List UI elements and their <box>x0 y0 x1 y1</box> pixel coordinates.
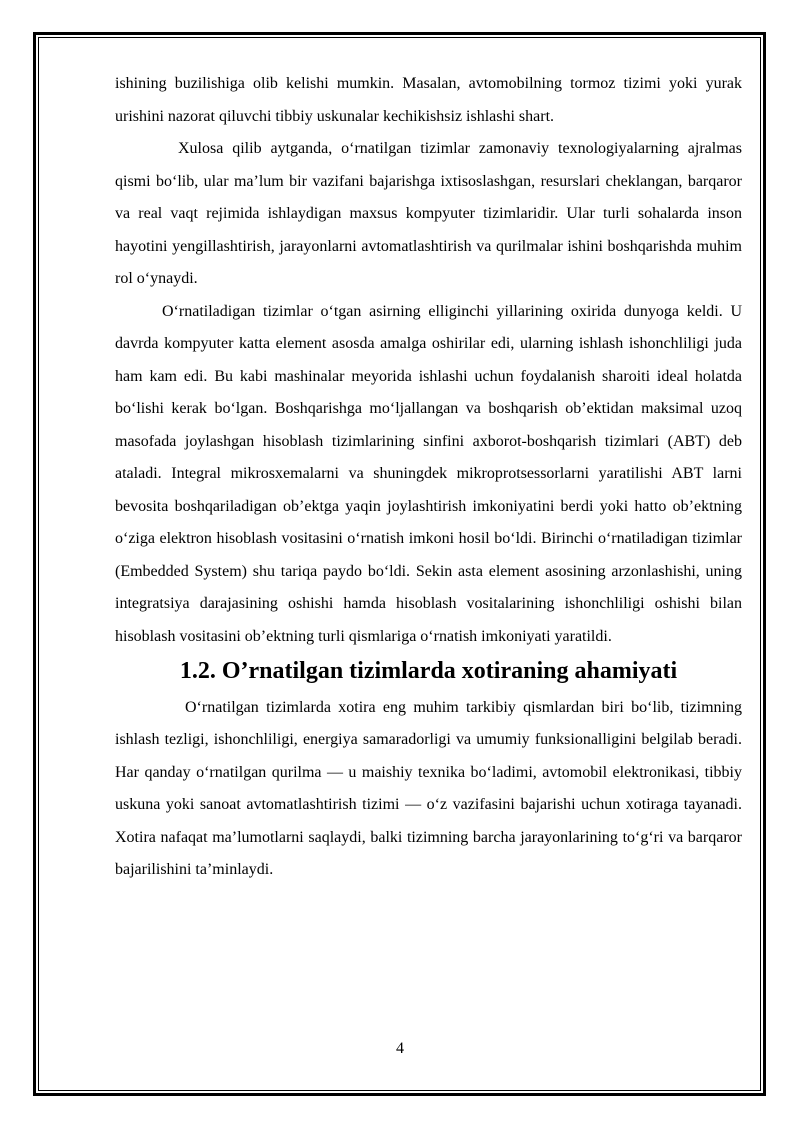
section-heading: 1.2. O’rnatilgan tizimlarda xotiraning ahamiyati <box>179 658 678 684</box>
paragraph-history: O‘rnatiladigan tizimlar o‘tgan asirning elliginchi yillarining oxirida dunyoga keldi. U davrda kompyuter katta element asosda amalga oshirilar edi, ularning ishlash ishonchliligi juda ham kam edi. Bu kabi mashinalar meyorida ishlashi uchun foydalanish sharoiti ideal holatda bo‘lishi kerak bo‘lgan. Boshqarishga mo‘ljallangan va boshqarish ob’ektidan maksimal uzoq masofada joylashgan hisoblash tizimlarining sinfini axborot-boshqarish tizimlari (ABT) deb ataladi. Integral mikrosxemalarni va shuningdek mikroprotsessorlarni yaratilishi ABT larni bevosita boshqariladigan ob’ektga yaqin joylashtirish imkoniyatini berdi yoki hatto ob’ektning o‘ziga elektron hisoblash vositasini o‘rnatish imkoni hosil bo‘ldi. Birinchi o‘rnatiladigan tizimlar (Embedded System) shu tariqa paydo bo‘ldi. Sekin asta element asosining arzonlashishi, uning integratsiya darajasining oshishi hamda hisoblash vositalarining ishonchliligi oshishi bilan hisoblash vositasini ob’ektning turli qismlariga o‘rnatish imkoniyati yaratildi. <box>115 302 742 645</box>
page-body <box>115 68 742 887</box>
page-number: 4 <box>396 1040 404 1057</box>
paragraph-continuation: ishining buzilishiga olib kelishi mumkin. Masalan, avtomobilning tormoz tizimi yoki yurak urishini nazorat qiluvchi tibbiy uskunalar kechikishsiz ishlashi shart. <box>115 75 742 125</box>
paragraph-memory-importance: O‘rnatilgan tizimlarda xotira eng muhim tarkibiy qismlardan biri bo‘lib, tizimning ishlash tezligi, ishonchliligi, energiya samaradorligi va umumiy funksionalligini belgilab beradi. Har qanday o‘rnatilgan qurilma — u maishiy texnika bo‘ladimi, avtomobil elektronikasi, tibbiy uskuna yoki sanoat avtomatlashtirish tizimi — o‘z vazifasini bajarishi uchun xotiraga tayanadi. Xotira nafaqat ma’lumotlarni saqlaydi, balki tizimning barcha jarayonlarining to‘g‘ri va barqaror bajarilishini ta’minlaydi. <box>115 698 742 878</box>
paragraph-conclusion: Xulosa qilib aytganda, o‘rnatilgan tizimlar zamonaviy texnologiyalarning ajralmas qismi bo‘lib, ular ma’lum bir vazifani bajarishga ixtisoslashgan, resurslari cheklangan, barqaror va real vaqt rejimida ishlaydigan maxsus kompyuter tizimlaridir. Ular turli sohalarda inson hayotini yengillashtirish, jarayonlarni avtomatlashtirish va qurilmalar ishini boshqarishda muhim rol o‘ynaydi. <box>115 140 742 287</box>
